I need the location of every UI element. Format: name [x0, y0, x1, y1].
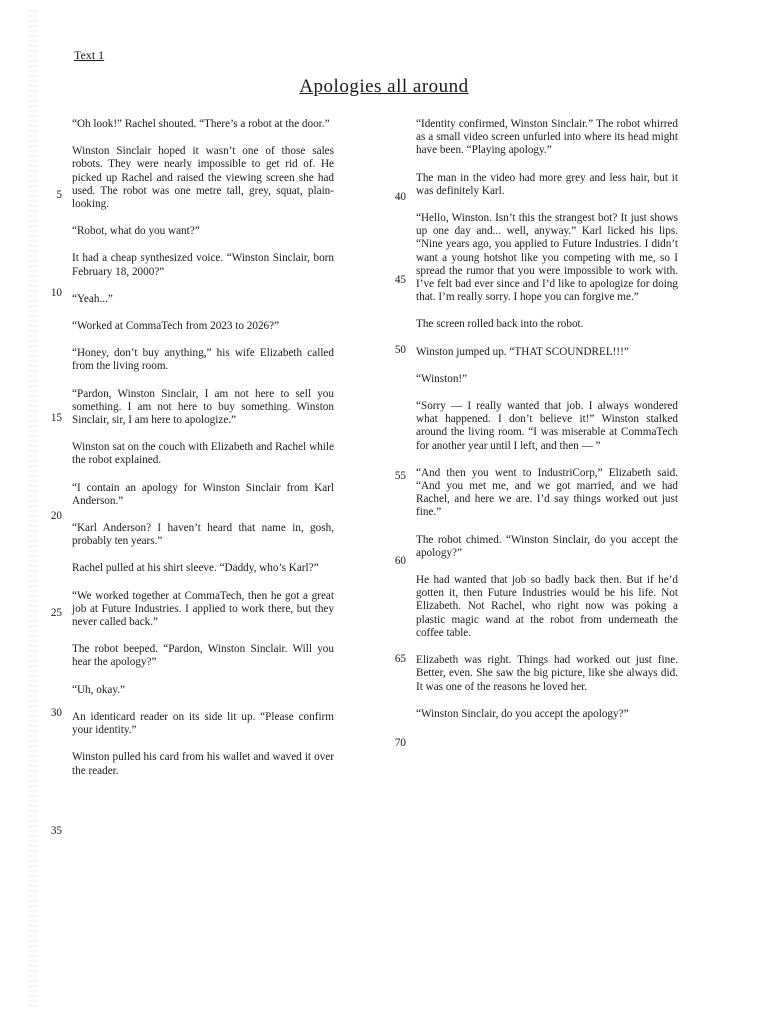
paragraph: “Pardon, Winston Sinclair, I am not here to sell you something. I am not here to buy something. Winston Sinclair, sir, I am here to apologize.” [72, 387, 334, 427]
paragraph: Rachel pulled at his shirt sleeve. “Daddy, who’s Karl?” [72, 562, 319, 575]
line-number: 15 [50, 412, 62, 424]
paragraph: “Sorry — I really wanted that job. I always wondered what happened. I don’t believe it!” Winston stalked around the living room. “I was miserable at CommaTech for another year until I left, and then — ” [416, 400, 678, 452]
line-number: 50 [394, 344, 406, 356]
title-text: Apologies all around [299, 76, 469, 97]
paragraph: “Honey, don’t buy anything,” his wife Elizabeth called from the living room. [72, 347, 334, 373]
paragraph: An identicard reader on its side lit up. “Please confirm your identity.” [72, 710, 334, 737]
paragraph: “Hello, Winston. Isn’t this the strangest bot? It just shows up one day and... well, anyway.” Karl licked his lips. “Nine years ago, you applied to Future Industries. I didn’t want a young hotshot like you competing with me, so I spread the rumor that you were impossible to work with. I’ve felt bad ever since and I’d like to apologize for doing that. I’m really sorry. I hope you can forgive me.” [416, 212, 678, 304]
line-number: 25 [50, 607, 62, 619]
paragraph: “Identity confirmed, Winston Sinclair.” The robot whirred as a small video screen unfurled into where its head might have been. “Playing apology.” [416, 118, 678, 157]
paragraph: The robot beeped. “Pardon, Winston Sinclair. Will you hear the apology?” [72, 643, 334, 669]
paragraph: “Uh, okay.” [72, 683, 126, 696]
paragraph: The screen rolled back into the robot. [416, 318, 584, 331]
paragraph: “Karl Anderson? I haven’t heard that name in, gosh, probably ten years.” [72, 522, 334, 548]
paragraph: “Worked at CommaTech from 2023 to 2026?” [72, 320, 280, 333]
paragraph: “Yeah...” [72, 292, 113, 305]
paragraph: Winston Sinclair hoped it wasn’t one of those sales robots. They were nearly impossible to get rid of. He picked up Rachel and raised the viewing screen she had used. The robot was one metre tall, grey, squat, plain-looking. [72, 145, 334, 211]
paragraph: He had wanted that job so badly back then. But if he’d gotten it, then Future Industries would be his life. Not Elizabeth. Not Rachel, who right now was poking a plastic magic wand at the robot from underneath the coffee table. [416, 574, 678, 639]
paragraph: The robot chimed. “Winston Sinclair, do you accept the apology?” [416, 533, 678, 559]
paragraph: It had a cheap synthesized voice. “Winston Sinclair, born February 18, 2000?” [72, 252, 334, 278]
paragraph: The man in the video had more grey and less hair, but it was definitely Karl. [416, 171, 678, 197]
text-label: Text 1 [74, 48, 105, 62]
paragraph: “Oh look!” Rachel shouted. “There’s a robot at the door.” [72, 118, 330, 130]
left-column [72, 118, 334, 792]
line-number: 20 [50, 510, 62, 522]
line-number: 10 [50, 287, 62, 299]
paragraph: Winston sat on the couch with Elizabeth and Rachel while the robot explained. [72, 441, 334, 467]
paragraph: “Winston Sinclair, do you accept the apology?” [416, 707, 629, 720]
paragraph: Elizabeth was right. Things had worked out just fine. Better, even. She saw the big picture, like she always did. It was one of the reasons he loved her. [416, 654, 678, 693]
paragraph: “Winston!” [416, 372, 468, 385]
paragraph: Winston jumped up. “THAT SCOUNDREL!!!” [416, 345, 629, 358]
paragraph: “We worked together at CommaTech, then he got a great job at Future Industries. I applied to work there, but they never called back.” [72, 589, 334, 629]
line-number: 60 [394, 555, 406, 567]
line-number: 55 [394, 470, 406, 482]
line-number: 5 [56, 189, 62, 201]
right-column [416, 118, 678, 735]
paragraph: “And then you went to IndustriCorp,” Elizabeth said. “And you met me, and we got married, and we had Rachel, and here we are. I’d say things worked out just fine.” [416, 466, 678, 519]
line-number: 45 [394, 274, 406, 286]
line-number: 65 [394, 653, 406, 665]
paragraph: “I contain an apology for Winston Sinclair from Karl Anderson.” [72, 481, 334, 507]
scan-edge-artifact [28, 10, 38, 1010]
paragraph: Winston pulled his card from his wallet and waved it over the reader. [72, 751, 334, 777]
paragraph: “Robot, what do you want?” [72, 225, 200, 238]
document-title [0, 76, 768, 98]
line-number: 35 [50, 825, 62, 837]
line-number: 40 [394, 191, 406, 203]
line-number: 30 [50, 707, 62, 719]
line-number: 70 [394, 737, 406, 749]
